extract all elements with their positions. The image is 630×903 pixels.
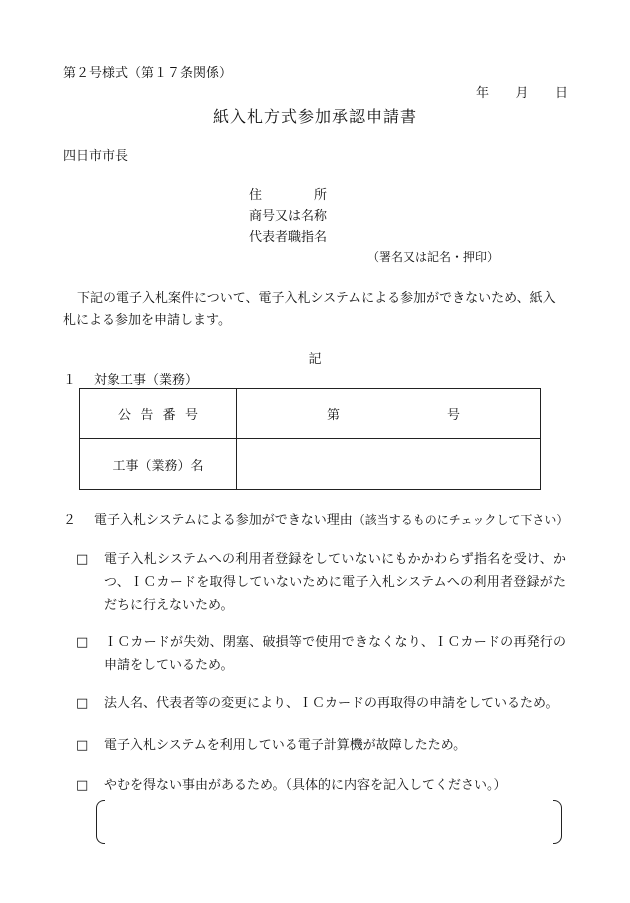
addressee: 四日市市長 <box>63 149 129 164</box>
reason-checkbox[interactable]: □ <box>76 552 89 567</box>
work-name-input-cell[interactable] <box>237 439 541 490</box>
reason-item <box>76 631 566 677</box>
section2-note: （該当するものにチェックして下さい） <box>352 513 569 527</box>
address-label-1: 住 <box>249 188 263 203</box>
target-work-table <box>79 388 541 490</box>
date-line <box>476 86 568 103</box>
reason-item <box>76 774 566 797</box>
notice-label-char: 告 <box>140 408 154 423</box>
reason-item <box>76 734 566 757</box>
reason-text: 法人名、代表者等の変更により、ＩＣカードの再取得の申請をしているため。 <box>104 696 559 711</box>
work-name-label-cell: 工事（業務）名 <box>80 439 237 490</box>
notice-number-suffix: 号 <box>446 408 460 423</box>
table-row <box>80 439 541 490</box>
date-day-label: 日 <box>554 86 568 101</box>
address-label-2: 所 <box>313 188 327 203</box>
date-year-label: 年 <box>476 86 490 101</box>
notice-number-label-cell <box>80 389 237 439</box>
reason-text: 電子入札システムへの利用者登録をしていないにもかかわらず指名を受け、かつ、ＩＣカードを取得していないために電子入札システムへの利用者登録がただちに行えないため。 <box>104 552 566 613</box>
reason-checkbox[interactable]: □ <box>76 635 89 650</box>
details-input-area[interactable] <box>108 802 550 840</box>
intro-line-2: 札による参加を申請します。 <box>63 313 231 328</box>
date-month-label: 月 <box>515 86 529 101</box>
notice-label-char: 号 <box>184 408 198 423</box>
form-number: 第２号様式（第１７条関係） <box>63 66 233 81</box>
reason-checkbox[interactable]: □ <box>76 778 89 793</box>
reason-text: 電子入札システムを利用している電子計算機が故障したため。 <box>104 738 467 753</box>
notice-number-prefix: 第 <box>327 408 341 423</box>
reason-item <box>76 692 566 715</box>
reason-checkbox[interactable]: □ <box>76 696 89 711</box>
reason-text: やむを得ない事由があるため。（具体的に内容を記入してください。） <box>104 778 507 793</box>
reason-checkbox[interactable]: □ <box>76 738 89 753</box>
section1-number: １ <box>63 373 77 388</box>
section1-title: 対象工事（業務） <box>94 373 199 388</box>
notice-label-char: 公 <box>118 408 132 423</box>
notice-number-input-cell[interactable] <box>237 389 541 439</box>
reason-item <box>76 548 566 617</box>
reason-text: ＩＣカードが失効、閉塞、破損等で使用できなくなり、ＩＣカードの再発行の申請をしているため。 <box>104 635 566 673</box>
intro-line-1: 下記の電子入札案件について、電子入札システムによる参加ができないため、紙入 <box>77 291 556 306</box>
ki-heading: 記 <box>308 352 322 367</box>
details-bracket-left <box>96 800 105 844</box>
signature-note: （署名又は記名・押印） <box>367 250 500 264</box>
table-row <box>80 389 541 439</box>
section2-heading <box>63 513 568 530</box>
section2-number: ２ <box>63 513 77 528</box>
section2-title: 電子入札システムによる参加ができない理由 <box>94 513 353 528</box>
page-title: 紙入札方式参加承認申請書 <box>212 107 417 126</box>
company-name-label: 商号又は名称 <box>249 209 328 224</box>
address-row <box>249 188 327 205</box>
details-bracket-right <box>553 800 562 844</box>
notice-label-char: 番 <box>162 408 176 423</box>
representative-label: 代表者職指名 <box>249 230 328 245</box>
